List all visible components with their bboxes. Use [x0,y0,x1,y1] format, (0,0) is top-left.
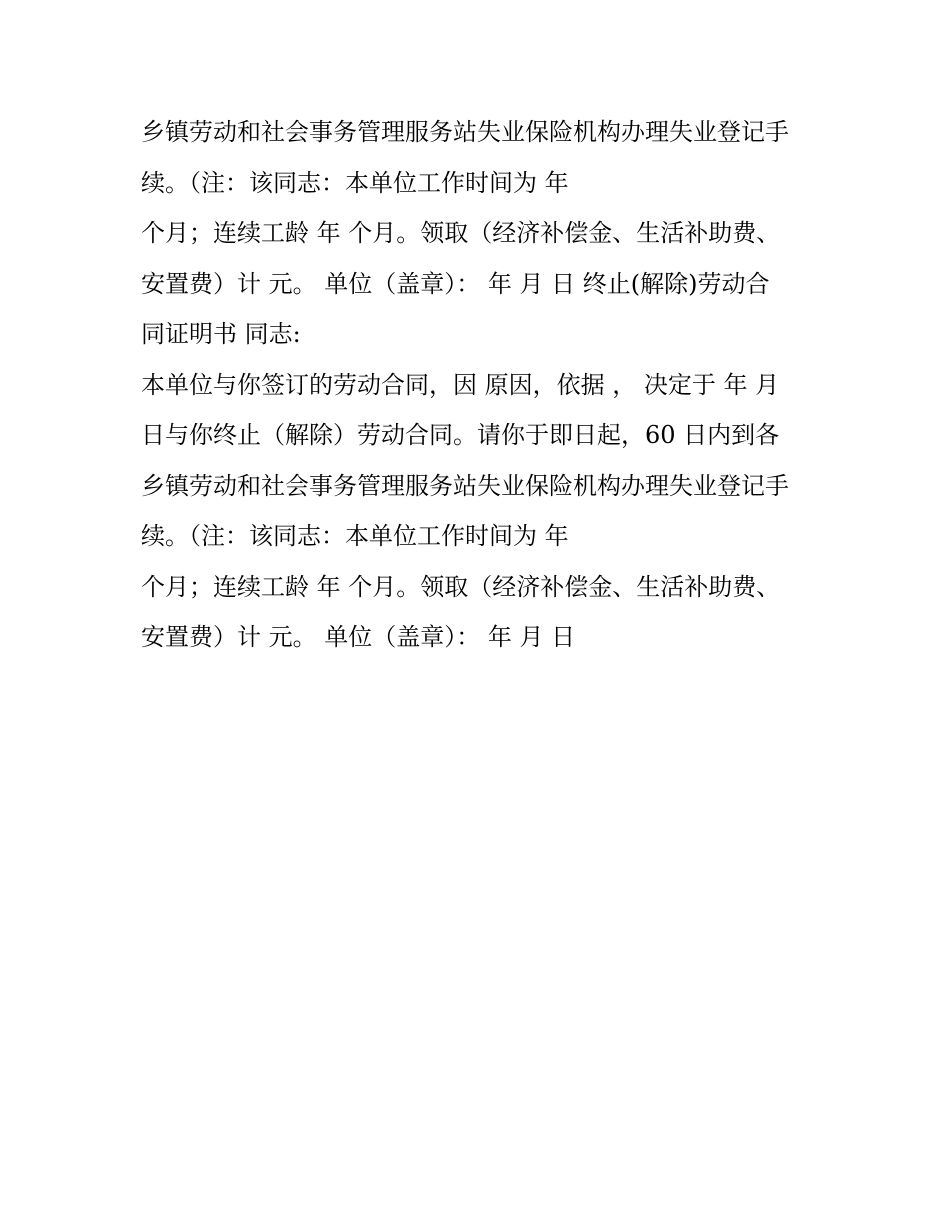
text-line: 安置费）计 元。 单位（盖章）： 年 月 日 [141,623,576,651]
text-line: 个月；连续工龄 年 个月。领取（经济补偿金、生活补助费、 [141,572,781,601]
text-line: 乡镇劳动和社会事务管理服务站失业保险机构办理失业登记手 [141,471,789,500]
text-line: 本单位与你签订的劳动合同，因 原因，依据 ， 决定于 年 月 [141,370,780,399]
text-line: 同证明书 同志: [141,320,301,348]
text-line: 续。（注：该同志：本单位工作时间为 年 [141,522,569,550]
text-line: 续。（注：该同志：本单位工作时间为 年 [141,168,569,197]
body-text [141,107,831,663]
text-line: 个月；连续工龄 年 个月。领取（经济补偿金、生活补助费、 [141,219,781,247]
text-line: 乡镇劳动和社会事务管理服务站失业保险机构办理失业登记手 [141,118,789,146]
text-line: 日与你终止（解除）劳动合同。请你于即日起，60 日内到各 [141,421,780,449]
text-line: 安置费）计 元。 单位（盖章）： 年 月 日 终止(解除)劳动合 [141,269,770,298]
